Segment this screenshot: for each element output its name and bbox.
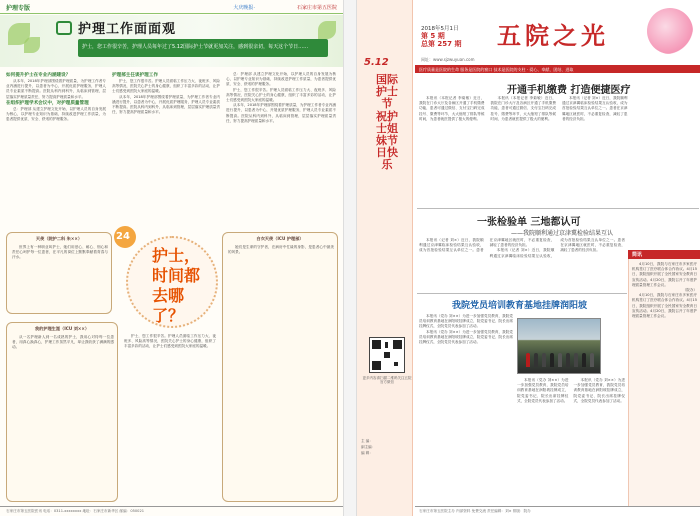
banner-quote: 护士，您工作很辛苦，护理人员每年过了5.12国际护士节就更加关注，感到很亲切，每天这个节日…… (82, 44, 309, 50)
article-body: 总：护理部 从建立护理文化开始，以护理人员的自身发展为核心，以护理专业知识为基础，持续改进护理工作质量，为患者提供优质、安全、舒适的护理服务。 (226, 72, 336, 87)
banner-ribbon (78, 39, 328, 57)
left-banner (0, 15, 343, 67)
news-brief-source: （院办） (682, 288, 697, 293)
left-newspaper-page (0, 0, 343, 516)
divider (417, 208, 699, 209)
essay-text: 她们是生命的守护者，在病房中忙碌的身影，是患者心中最美的风景。 (228, 245, 334, 255)
article-body: 总：护理部 从建立护理文化开始，以护理人员的自身发展为核心，以护理专业知识为基础，持续改进护理工作质量，为患者提供优质、安全、舒适的护理服务。 (6, 106, 106, 122)
number-badge-text: 24 (116, 231, 130, 242)
article-body: 本报讯（本报记者 李菊敏）近日，我院在门诊大厅及各病区开通了手机缴费功能，患者可通过微信、支付宝扫码完成挂号、缴费等环节，大大缩短了排队等候时间，为患者就医提供了极大的便利。 (490, 96, 556, 121)
article-party-base (419, 314, 513, 502)
issue-total: 总第 257 期 (421, 40, 462, 48)
partner-text: 大庆晚报· (233, 5, 255, 11)
news-brief-body: 4月10日，我院与石家庄市多家医疗机构签订了医疗联合体合作协议。4月15日，我院组织开展了全民国家安全教育日宣传活动。4月20日，我院召开了年度护理质量管理工作会议。 (632, 293, 697, 319)
group-photo (517, 318, 601, 374)
article-body: 本报讯（本报记者 李菊敏）近日，我院在门诊大厅及各病区开通了手机缴费功能，患者可通过微信、支付宝扫码完成挂号、缴费等环节，大大缩短了排队等候时间，为患者就医提供了极大的便利。 (419, 96, 485, 121)
qr-code (369, 337, 405, 373)
article-body: 护士，您工作很辛苦。护理人员面临工作压力大、夜班多、风险高等情况，医院关心护士的身心健康，组织了丰富多彩的活动，让护士们感受到医院大家庭的温暖。 (226, 87, 336, 103)
leaf-decoration (318, 21, 336, 39)
article-body: 本报讯（党办 刘××）为进一步加强党员教育，我院党员培训教育基地在润阳坡挂牌成立，院党委书记、院长出席挂牌仪式，全院党员代表参加了活动。 (573, 378, 625, 403)
article-body: 本报讯（记者 刘×）近日，我院顺利通过京津冀临床检验结果互认验收，成为首批检验结果互认单位之一。患者在京津冀地区就医时，不必重复检查，减轻了患者的经济负担。 (562, 96, 628, 121)
article-column (6, 72, 106, 222)
essay-title: 天使（院护二科 朱××） (35, 236, 83, 241)
news-brief-header (628, 250, 700, 259)
article-body: 本报讯（记者 刘×）近日，我院顺利通过京津冀临床检验结果互认验收，成为首批检验结果互认单位之一。患者在京津冀地区就医时，不必重复检查，减轻了患者的经济负担。 (489, 238, 625, 258)
news-brief-title: 简讯 (632, 252, 643, 258)
essay-text: 世界上有一种职业叫护士，她们用爱心、耐心、细心和责任心呵护每一位患者，在平凡的岗位上默默奉献着青春与汗水。 (12, 245, 108, 260)
essay-title: 我的护理生涯（ICU 刘××） (34, 326, 90, 331)
news-brief-body: 4月10日，我院与石家庄市多家医疗机构签订了医疗联合体合作协议。4月15日，我院组织开展了全民国家安全教育日宣传活动。4月20日，我院召开了年度护理质量管理工作会议。 (632, 262, 697, 287)
left-top-bar (0, 0, 343, 14)
article-column (124, 334, 216, 502)
left-page-title: 护理工作面面观 (78, 22, 177, 37)
article-body: 从本年，2018年护理部围绕着护理质量，为护理工作者专业内涵进行提升，以患者为中心，开展优质护理服务，护理人员专业素质不断提高。医院从科内到科外，从临床到管理，层层落实护理质量责任，努力提高护理质量和水平。 (112, 94, 220, 115)
leaf-decoration (24, 37, 40, 53)
headline-party-base: 我院党员培训教育基地挂牌润阳坡 (452, 301, 588, 311)
article-column (112, 72, 220, 222)
essay-title: 白衣天使（ICU 护理部） (256, 236, 304, 241)
article-body: 本报讯（党办 刘××）为进一步加强党员教育，我院党员培训教育基地在润阳坡挂牌成立，院党委书记、院长出席挂牌仪式，全院党员代表参加了活动。 (419, 314, 513, 329)
subhead-lab-results: ——我院顺利通过京津冀检验结果互认 (511, 230, 614, 237)
right-footer: 石家庄市第五医院主办 内部资料 免费交流 责任编辑：刘× 排版：院办 (415, 506, 700, 516)
article-lab-results (419, 238, 625, 290)
page-gutter (343, 0, 357, 516)
article-body: 本报讯（记者 刘×）近日，我院顺利通过京津冀临床检验结果互认验收，成为首批检验结果互认单位之一。患者在京津冀地区就医时，不必重复检查，减轻了患者的经济负担。 (419, 238, 555, 253)
article-body: 本报讯（党办 刘××）为进一步加强党员教育，我院党员培训教育基地在润阳坡挂牌成立，院党委书记、院长出席挂牌仪式，全院党员代表参加了活动。 (419, 329, 513, 345)
editorial-credits: 主 编： 副主编： 编 辑： (361, 439, 376, 455)
masthead-bar (415, 65, 700, 73)
issue-date: 2018年5月1日 (421, 26, 459, 32)
essay-scroll (6, 232, 112, 314)
article-body: 本报讯（党办 刘××）为进一步加强党员教育，我院党员培训教育基地在润阳坡挂牌成立，院党委书记、院长出席挂牌仪式，全院党员代表参加了活动。 (517, 378, 569, 403)
news-brief-text (632, 262, 697, 502)
headline-lab-results: 一张检验单 三地都认可 (477, 217, 581, 228)
vertical-festival-title: 国际护士节 祝护士姐妹节日快乐 (376, 73, 398, 172)
essay-scroll (6, 322, 118, 502)
clipboard-icon (56, 21, 72, 35)
essay-text: 从一名护理新人到一名成熟的护士，我用心对待每一位患者，用真心换真心，护理工作虽然平凡，却让我收获了满满的感动。 (12, 335, 114, 350)
masthead-url: 网址：www.sjzwuyuan.com (421, 57, 475, 62)
flower-decoration (647, 8, 693, 54)
article-column (226, 72, 336, 222)
right-newspaper-page (357, 0, 700, 516)
left-footer: 石家庄市第五医院医讯 电话：0311-xxxxxxxx 地址：石家庄市新华区 邮编：050021 (0, 506, 343, 516)
section-tag: 护理专版 (6, 5, 31, 12)
feature-question: 护士，时间都去哪了？ (152, 246, 201, 325)
festival-date: 5.12 (364, 57, 389, 68)
hospital-name: 石家庄市第五医院 (296, 5, 337, 11)
divider (417, 293, 627, 294)
article-body: 护士，您工作很辛苦。护理人员面临工作压力大、夜班多、风险高等情况，医院关心护士的身心健康，组织了丰富多彩的活动，让护士们感受到医院大家庭的温暖。 (124, 334, 216, 349)
number-badge (114, 226, 136, 248)
qr-caption: 更多内容请扫描二维码关注五院官方微信 (362, 376, 412, 385)
article-body: 从本年，2018年护理部围绕着护理质量，为护理工作者专业内涵进行提升，以患者为中心，开展优质护理服务，护理人员专业素质不断提高。医院从科内到科外，从临床到管理，层层落实护理质量责任，努力提高护理质量和水平。 (6, 79, 106, 99)
issue-info (421, 26, 462, 49)
masthead-slogan: 医疗质量是医院的生命 服务是医院的窗口 技术是医院的支柱 · 爱心、奉献、团结、进取 (419, 66, 574, 72)
issue-number: 第 5 期 (421, 32, 445, 40)
article-body: 护士，您工作很辛苦。护理人员面临工作压力大、夜班多、风险高等情况，医院关心护士的身心健康，组织了丰富多彩的活动，让护士们感受到医院大家庭的温暖。 (112, 79, 220, 94)
essay-scroll (222, 232, 338, 502)
article-body: 从本年，2018年护理部围绕着护理质量，为护理工作者专业内涵进行提升，以患者为中心，开展优质护理服务，护理人员专业素质不断提高。医院从科内到科外，从临床到管理，层层落实护理质量责任，努力提高护理质量和水平。 (226, 103, 336, 123)
masthead-logo: 五院之光 (497, 21, 609, 50)
article-mobile-payment (419, 96, 699, 206)
article-heading: 在组织护理学术会议中，对护理质量管理 (6, 100, 89, 106)
article-heading: 如何提升护士在专业内涵建设？ (6, 73, 71, 78)
article-party-base-cont (517, 378, 625, 502)
article-heading: 护理部主任谈护理工作 (112, 73, 158, 78)
headline-mobile-payment: 开通手机缴费 打造便捷医疗 (507, 85, 631, 96)
